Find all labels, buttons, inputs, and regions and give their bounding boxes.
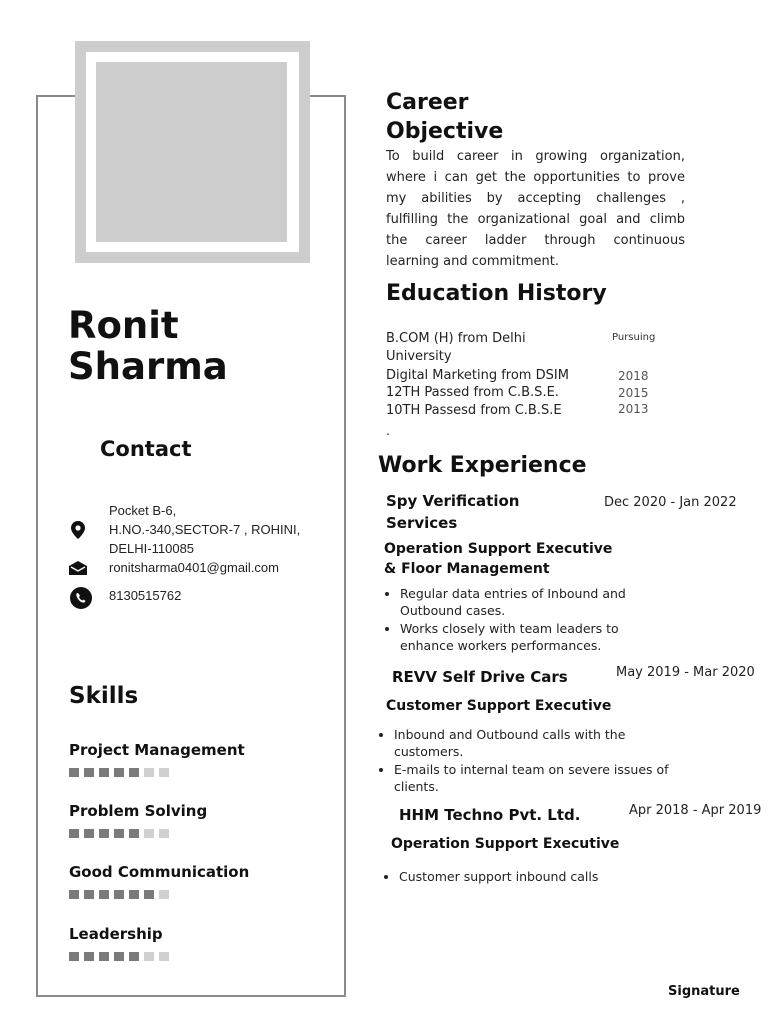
contact-heading: Contact <box>100 437 192 461</box>
skill-name: Good Communication <box>69 863 250 881</box>
skill-item <box>69 741 245 777</box>
skill-level-bar <box>69 768 245 777</box>
last-name: Sharma <box>68 345 228 388</box>
skill-item <box>69 925 169 961</box>
skill-square-filled <box>99 952 109 961</box>
education-year: 2013 <box>618 402 649 416</box>
address-line-2: H.NO.-340,SECTOR-7 , ROHINI, <box>109 522 301 537</box>
duty-item: • Inbound and Outbound calls with the customers. <box>394 726 674 760</box>
skill-name: Leadership <box>69 925 163 943</box>
skill-square-filled <box>114 952 124 961</box>
job-company: Spy Verification Services <box>386 492 520 532</box>
skill-square-filled <box>99 829 109 838</box>
skill-square-filled <box>84 890 94 899</box>
signature-label: Signature <box>668 984 740 999</box>
skill-square-filled <box>114 829 124 838</box>
skill-level-bar <box>69 952 169 961</box>
education-item: 10TH Passesd from C.B.S.E <box>386 403 562 418</box>
duty-item: • Works closely with team leaders to enhance workers performances. <box>400 620 650 654</box>
education-trailing-mark: . <box>386 424 390 438</box>
skill-item <box>69 863 249 899</box>
job-duties <box>380 726 674 796</box>
job-role: Operation Support Executive & Floor Management <box>384 541 613 577</box>
skill-square-filled <box>84 952 94 961</box>
education-heading: Education History <box>386 281 607 306</box>
duty-item: • Regular data entries of Inbound and Outbound cases. <box>400 585 650 619</box>
education-year: 2018 <box>618 369 649 383</box>
job-duties <box>386 585 650 655</box>
skill-square-filled <box>69 890 79 899</box>
education-item: Digital Marketing from DSIM <box>386 368 569 383</box>
skill-square-filled <box>69 768 79 777</box>
job-dates: Dec 2020 - Jan 2022 <box>604 495 737 510</box>
skill-square-empty <box>144 829 154 838</box>
job-company: REVV Self Drive Cars <box>392 668 568 686</box>
skill-square-empty <box>144 952 154 961</box>
skill-square-empty <box>144 768 154 777</box>
contact-email[interactable]: ronitsharma0401@gmail.com <box>109 560 279 575</box>
skill-square-empty <box>159 952 169 961</box>
address-line-3: DELHI-110085 <box>109 541 195 556</box>
skill-square-filled <box>129 768 139 777</box>
education-status: Pursuing <box>612 332 656 343</box>
job-role: Operation Support Executive <box>391 836 620 852</box>
job-duties <box>385 868 659 886</box>
contact-phone[interactable]: 8130515762 <box>109 588 182 603</box>
job-dates: May 2019 - Mar 2020 <box>616 665 755 680</box>
skill-square-filled <box>114 768 124 777</box>
career-objective-heading <box>386 88 503 146</box>
first-name: Ronit <box>68 304 179 347</box>
job-dates: Apr 2018 - Apr 2019 <box>629 803 762 818</box>
skill-square-filled <box>84 829 94 838</box>
career-objective-text: To build career in growing organization, where i can get the opportunities to prove my abilities by accepting challenges , fulfilling the organizational goal and climb the career ladder through continuous learning and commitment. <box>386 149 685 269</box>
work-experience-heading: Work Experience <box>378 453 587 478</box>
career-heading-line-2: Objective <box>386 119 504 144</box>
career-heading-line-1: Career <box>386 90 469 115</box>
skill-name: Problem Solving <box>69 802 208 820</box>
skill-square-filled <box>114 890 124 899</box>
location-pin-icon <box>67 519 89 541</box>
skill-square-empty <box>159 829 169 838</box>
contact-address <box>109 501 300 558</box>
address-line-1: Pocket B-6, <box>109 503 177 518</box>
skill-square-filled <box>129 829 139 838</box>
job-company: HHM Techno Pvt. Ltd. <box>399 806 581 824</box>
skill-level-bar <box>69 890 249 899</box>
skill-item <box>69 802 207 838</box>
skill-square-filled <box>129 890 139 899</box>
skill-square-filled <box>84 768 94 777</box>
duty-item: • Customer support inbound calls <box>399 868 659 885</box>
email-icon <box>67 557 89 579</box>
skill-square-filled <box>69 952 79 961</box>
skill-square-empty <box>159 768 169 777</box>
education-item: B.COM (H) from Delhi University <box>386 331 526 364</box>
skill-name: Project Management <box>69 741 245 759</box>
skill-square-filled <box>129 952 139 961</box>
education-item: 12TH Passed from C.B.S.E. <box>386 385 559 400</box>
skills-heading: Skills <box>69 683 139 709</box>
profile-photo-placeholder <box>96 62 287 242</box>
skill-square-filled <box>69 829 79 838</box>
skill-square-filled <box>144 890 154 899</box>
duty-item: • E-mails to internal team on severe issues of clients. <box>394 761 674 795</box>
skill-level-bar <box>69 829 207 838</box>
candidate-name <box>68 305 228 387</box>
job-role: Customer Support Executive <box>386 698 612 714</box>
education-year: 2015 <box>618 386 649 400</box>
skill-square-filled <box>99 890 109 899</box>
skill-square-empty <box>159 890 169 899</box>
phone-icon <box>70 587 92 609</box>
skill-square-filled <box>99 768 109 777</box>
